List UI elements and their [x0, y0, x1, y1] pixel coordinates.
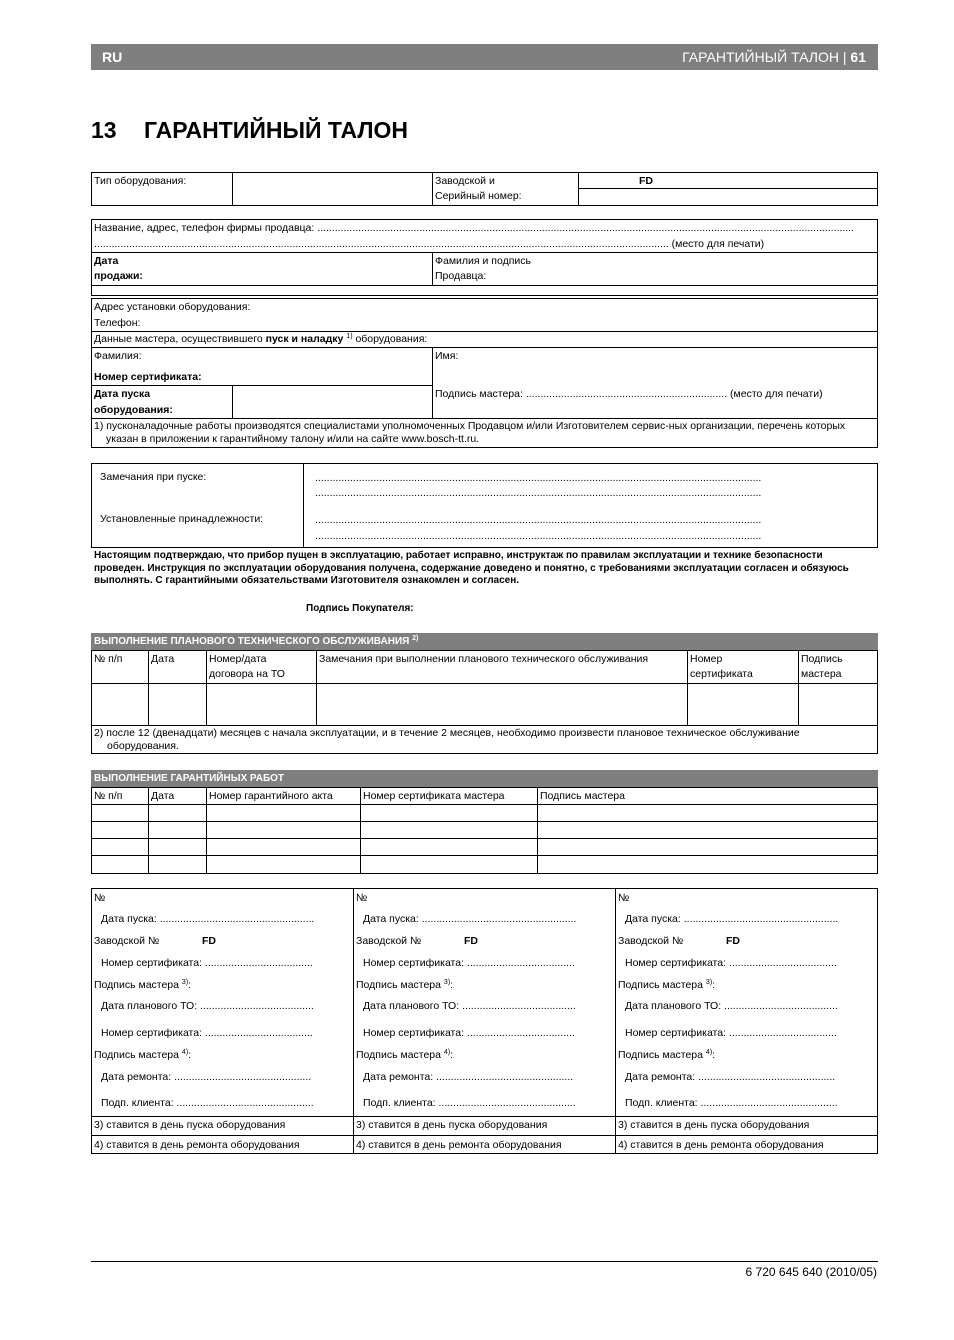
coupon-cert-1-3: Номер сертификата: ..................................... [625, 957, 837, 969]
coupon-cert-1-1: Номер сертификата: ..................................... [101, 957, 313, 969]
serial-prefix: FD [639, 175, 653, 187]
seller-signature-label-1: Фамилия и подпись [435, 255, 531, 267]
coupon-serial-label-2: Заводской № [356, 935, 422, 947]
buyer-signature-label: Подпись Покупателя: [306, 603, 414, 614]
pm-col-contract-2: договора на ТО [209, 668, 285, 680]
coupon-sig-3-2: Подпись мастера $^{3)}$: [356, 979, 454, 991]
install-footnote: 1) пусконаладочные работы производятся специалистами уполномоченных Продавцом и/или Изготовителем сервис-ных организации, перечень которых указан в приложении к гарантийному талону и/или на сайте www.bosch-tt.ru. [94, 420, 846, 445]
coupon-planned-to-2: Дата планового ТО: ....................................... [363, 1000, 576, 1012]
coupon-sig-4-1: Подпись мастера $^{4)}$: [94, 1049, 192, 1061]
coupon-serial-prefix-3: FD [726, 935, 740, 947]
coupon-repair-date-1: Дата ремонта: ............................................... [101, 1071, 312, 1083]
serial-label-2: Серийный номер: [435, 190, 522, 202]
coupon-start-date-3: Дата пуска: ..................................................... [625, 913, 839, 925]
ww-col-no: № п/п [94, 790, 123, 802]
seller-name-line: Название, адрес, телефон фирмы продавца: ........................................................................................................................................................................................ [94, 222, 854, 234]
coupon-planned-to-3: Дата планового ТО: ....................................... [625, 1000, 838, 1012]
coupon-note-3-3: 3) ставится в день пуска оборудования [618, 1119, 810, 1131]
coupon-no-label-1: № [94, 892, 106, 904]
page-title: 13 ГАРАНТИЙНЫЙ ТАЛОН [91, 117, 409, 143]
master-surname-label: Фамилия: [94, 350, 142, 362]
accessories-label: Установленные принадлежности: [100, 513, 264, 525]
header-section: ГАРАНТИЙНЫЙ ТАЛОН | 61 [682, 49, 866, 65]
coupon-sig-3-3: Подпись мастера $^{3)}$: [618, 979, 716, 991]
pm-col-no: № п/п [94, 653, 123, 665]
pm-footnote: 2) после 12 (двенадцати) месяцев с начала эксплуатации, и в течение 2 месяцев, необходимо произвести плановое техническое обслуживание оборудования. [94, 727, 800, 752]
coupon-repair-date-3: Дата ремонта: ............................................... [625, 1071, 836, 1083]
coupon-sig-3-1: Подпись мастера $^{3)}$: [94, 979, 192, 991]
coupon-no-label-3: № [618, 892, 630, 904]
install-phone-label: Телефон: [94, 317, 141, 329]
coupon-serial-label-3: Заводской № [618, 935, 684, 947]
coupon-serial-prefix-2: FD [464, 935, 478, 947]
ww-col-act: Номер гарантийного акта [209, 790, 333, 802]
ww-col-cert: Номер сертификата мастера [363, 790, 505, 802]
start-date-label-1: Дата пуска [94, 388, 151, 400]
remarks-dots-2: ......................................................................................................................................................... [315, 487, 762, 499]
start-date-label-2: оборудования: [94, 404, 173, 416]
coupon-start-date-1: Дата пуска: ..................................................... [101, 913, 315, 925]
warranty-works-title: ВЫПОЛНЕНИЕ ГАРАНТИЙНЫХ РАБОТ [91, 770, 878, 787]
remarks-dots-3: ......................................................................................................................................................... [315, 514, 762, 526]
coupon-serial-prefix-1: FD [202, 935, 216, 947]
coupon-no-label-2: № [356, 892, 368, 904]
coupon-client-sig-3: Подп. клиента: ............................................... [625, 1097, 838, 1109]
coupon-note-4-1: 4) ставится в день ремонта оборудования [94, 1139, 300, 1151]
seller-stamp-line: ..................................................................................................................................................................................................... (место для печати) [94, 238, 765, 250]
coupon-sig-4-2: Подпись мастера $^{4)}$: [356, 1049, 454, 1061]
pm-col-sig-2: мастера [801, 668, 842, 680]
coupon-client-sig-2: Подп. клиента: ............................................... [363, 1097, 576, 1109]
page-number: 61 [850, 49, 866, 65]
coupon-start-date-2: Дата пуска: ..................................................... [363, 913, 577, 925]
coupon-note-3-1: 3) ставится в день пуска оборудования [94, 1119, 286, 1131]
coupon-cert-2-3: Номер сертификата: ..................................... [625, 1027, 837, 1039]
remarks-dots-1: ......................................................................................................................................................... [315, 472, 762, 484]
confirmation-text: Настоящим подтверждаю, что прибор пущен в эксплуатацию, работает исправно, инструктаж по правилам эксплуатации и технике безопасности проведен. Инструкция по эксплуатации оборудования получена, содержание доведено и понятно, с требованиями эксплуатации согласен и обязуюсь выполнять. С гарантийными обязательствами Изготовителя ознакомлен и согласен. [94, 550, 849, 586]
coupon-sig-4-3: Подпись мастера $^{4)}$: [618, 1049, 716, 1061]
seller-signature-label-2: Продавца: [435, 270, 487, 282]
coupon-cert-2-2: Номер сертификата: ..................................... [363, 1027, 575, 1039]
ww-col-sig: Подпись мастера [540, 790, 625, 802]
pm-col-date: Дата [151, 653, 175, 665]
planned-maintenance-title: ВЫПОЛНЕНИЕ ПЛАНОВОГО ТЕХНИЧЕСКОГО ОБСЛУЖИВАНИЯ $^{2)}$ [91, 633, 878, 650]
language-code: RU [102, 49, 123, 65]
pm-col-sig-1: Подпись [801, 653, 843, 665]
coupons-table [91, 888, 878, 1154]
remarks-dots-4: ......................................................................................................................................................... [315, 530, 762, 542]
coupon-note-3-2: 3) ставится в день пуска оборудования [356, 1119, 548, 1131]
coupon-cert-2-1: Номер сертификата: ..................................... [101, 1027, 313, 1039]
equipment-type-label: Тип оборудования: [94, 175, 187, 187]
install-address-label: Адрес установки оборудования: [94, 301, 251, 313]
pm-col-contract-1: Номер/дата [209, 653, 267, 665]
ww-col-date: Дата [151, 790, 175, 802]
document-number: 6 720 645 640 (2010/05) [745, 1265, 877, 1279]
pm-col-cert-2: сертификата [690, 668, 753, 680]
coupon-repair-date-2: Дата ремонта: ............................................... [363, 1071, 574, 1083]
coupon-note-4-3: 4) ставится в день ремонта оборудования [618, 1139, 824, 1151]
sale-date-label-1: Дата [94, 255, 119, 267]
master-signature-line: Подпись мастера: ..................................................................... (место для печати) [435, 388, 823, 400]
pm-col-cert-1: Номер [690, 653, 723, 665]
master-data-label: Данные мастера, осуществившего пуск и наладку $^{1)}$ оборудования: [94, 333, 428, 345]
coupon-cert-1-2: Номер сертификата: ..................................... [363, 957, 575, 969]
coupon-note-4-2: 4) ставится в день ремонта оборудования [356, 1139, 562, 1151]
sale-date-label-2: продажи: [94, 270, 143, 282]
coupon-planned-to-1: Дата планового ТО: ....................................... [101, 1000, 314, 1012]
start-remarks-label: Замечания при пуске: [100, 471, 207, 483]
master-name-label: Имя: [435, 350, 459, 362]
pm-col-remarks: Замечания при выполнении планового технического обслуживания [319, 653, 649, 665]
master-cert-label: Номер сертификата: [94, 371, 202, 383]
serial-label-1: Заводской и [435, 175, 495, 187]
coupon-client-sig-1: Подп. клиента: ............................................... [101, 1097, 314, 1109]
coupon-serial-label-1: Заводской № [94, 935, 160, 947]
page-header [91, 44, 878, 70]
footer-rule [91, 1261, 878, 1262]
